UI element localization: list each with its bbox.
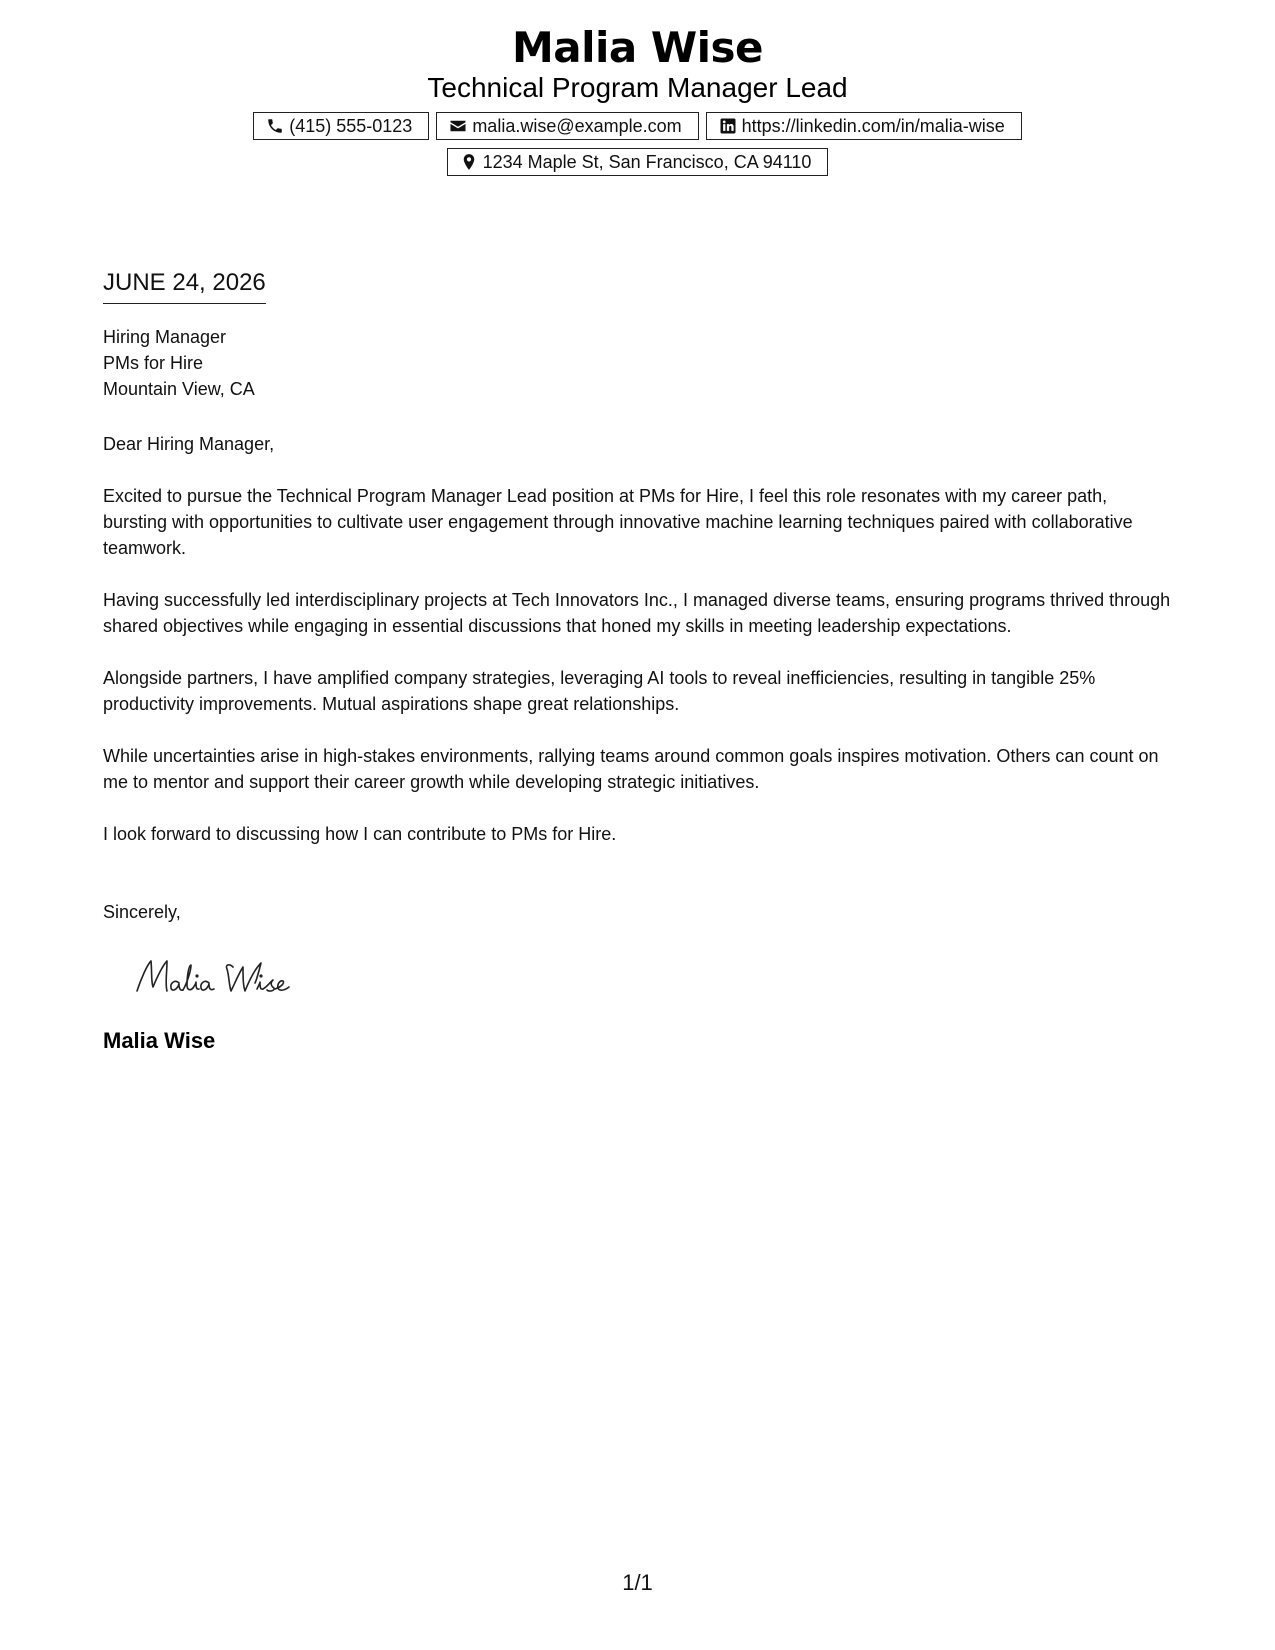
phone-icon	[266, 117, 284, 135]
letter-header	[0, 22, 1275, 176]
salutation: Dear Hiring Manager,	[103, 434, 275, 454]
linkedin-chip[interactable]	[706, 112, 1022, 140]
letter-date: JUNE 24, 2026	[103, 268, 266, 304]
address-chip[interactable]	[447, 148, 829, 176]
applicant-name: Malia Wise	[511, 23, 764, 72]
signature-image	[133, 953, 343, 1005]
signer-name: Malia Wise	[103, 1028, 216, 1053]
applicant-title: Technical Program Manager Lead	[427, 72, 848, 103]
map-pin-icon	[460, 153, 478, 171]
linkedin-icon	[719, 117, 737, 135]
page-number: 1/1	[622, 1570, 653, 1595]
contact-row-secondary	[0, 148, 1275, 176]
email-chip[interactable]	[436, 112, 698, 140]
recipient-block	[103, 324, 1173, 402]
recipient-line: Hiring Manager	[103, 327, 227, 347]
envelope-icon	[449, 117, 467, 135]
body-paragraph: Alongside partners, I have amplified company strategies, leveraging AI tools to reveal inefficiencies, resulting in tangible 25% productivity improvements. Mutual aspirations shape great relationships.	[103, 668, 1096, 714]
letter-body	[103, 268, 1173, 1055]
phone-text: (415) 555-0123	[289, 115, 413, 136]
body-paragraph: While uncertainties arise in high-stakes environments, rallying teams around common goals inspires motivation. Others can count on me to mentor and support their career growth while developing strategic initiatives.	[103, 746, 1159, 792]
body-paragraph: I look forward to discussing how I can contribute to PMs for Hire.	[103, 824, 617, 844]
linkedin-text: https://linkedin.com/in/malia-wise	[741, 115, 1005, 136]
phone-chip[interactable]	[253, 112, 429, 140]
closing: Sincerely,	[103, 902, 181, 922]
recipient-line: Mountain View, CA	[103, 379, 255, 399]
recipient-line: PMs for Hire	[103, 353, 204, 373]
address-text: 1234 Maple St, San Francisco, CA 94110	[482, 151, 812, 172]
contact-row-primary	[0, 112, 1275, 140]
handwritten-signature	[133, 953, 1173, 1005]
email-text: malia.wise@example.com	[472, 115, 682, 136]
body-paragraph: Excited to pursue the Technical Program Manager Lead position at PMs for Hire, I feel this role resonates with my career path, bursting with opportunities to cultivate user engagement through innovative machine learning techniques paired with collaborative teamwork.	[103, 486, 1133, 558]
body-paragraph: Having successfully led interdisciplinary projects at Tech Innovators Inc., I managed diverse teams, ensuring programs thrived through shared objectives while engaging in essential discussions that honed my skills in meeting leadership expectations.	[103, 590, 1171, 636]
